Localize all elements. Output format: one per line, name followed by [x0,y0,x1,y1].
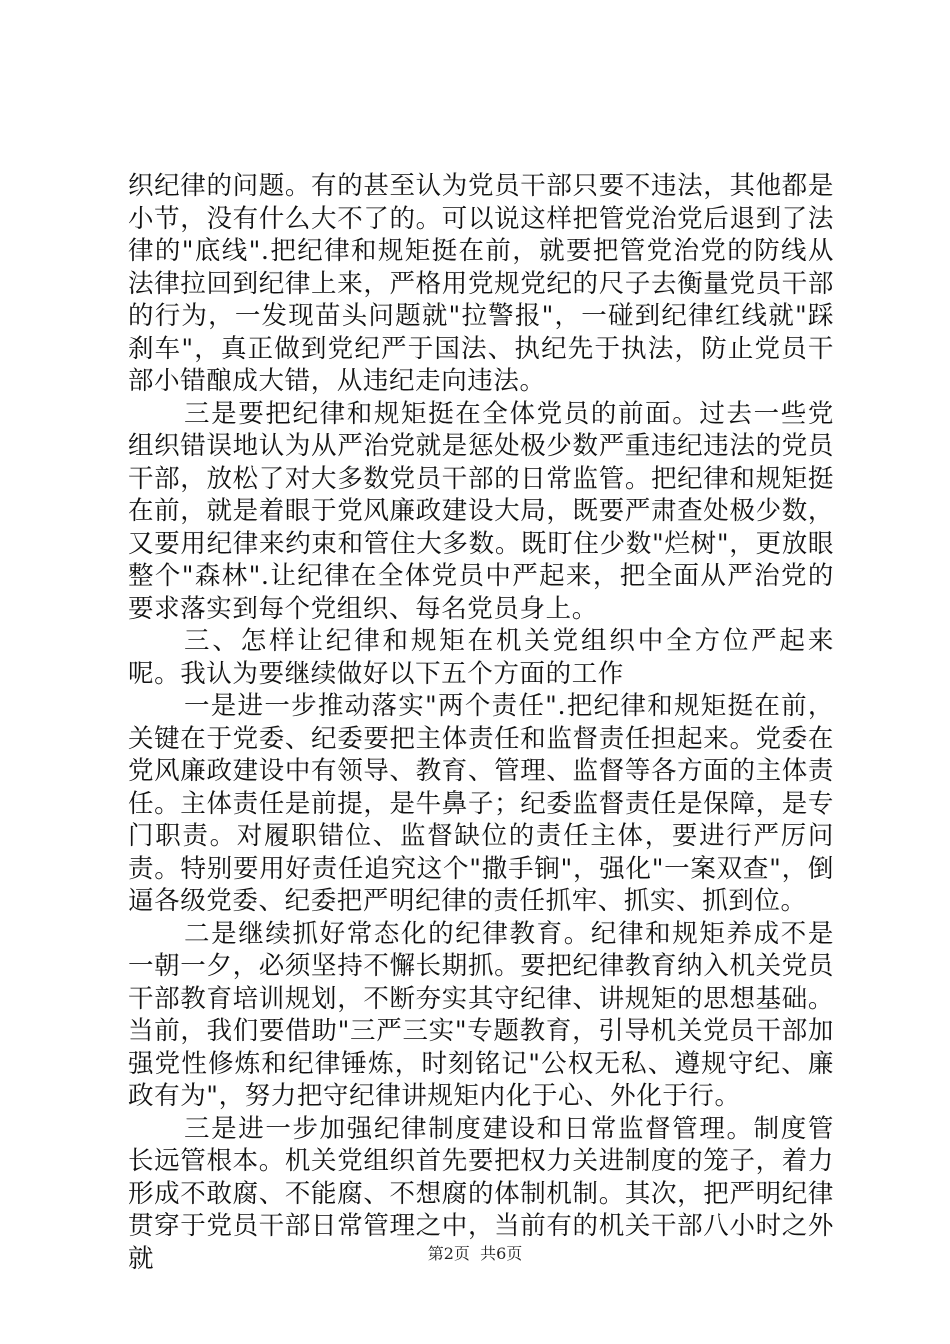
paragraph-point-one-two-responsibilities: 一是进一步推动落实"两个责任".把纪律和规矩挺在前，关键在于党委、纪委要把主体责任和监督责任担起来。党委在党风廉政建设中有领导、教育、管理、监督等各方面的主体责任。主体责任是前提，是牛鼻子；纪委监督责任是保障，是专门职责。对履职错位、监督缺位的责任主体，要进行严厉问责。特别要用好责任追究这个"撒手锏"，强化"一案双查"，倒逼各级党委、纪委把严明纪律的责任抓牢、抓实、抓到位。 [128,691,834,916]
page-footer [0,1243,950,1265]
document-body [128,170,834,1275]
page-number-label: 第2页 共6页 [427,1244,523,1263]
paragraph-continuation: 织纪律的问题。有的甚至认为党员干部只要不违法，其他都是小节，没有什么大不了的。可以说这样把管党治党后退到了法律的"底线".把纪律和规矩挺在前，就要把管党治党的防线从法律拉回到纪律上来，严格用党规党纪的尺子去衡量党员干部的行为，一发现苗头问题就"拉警报"，一碰到纪律红线就"踩刹车"，真正做到党纪严于国法、执纪先于执法，防止党员干部小错酿成大错，从违纪走向违法。 [128,171,834,396]
paragraph-point-three-all-members: 三是要把纪律和规矩挺在全体党员的前面。过去一些党组织错误地认为从严治党就是惩处极少数严重违纪违法的党员干部，放松了对大多数党员干部的日常监管。把纪律和规矩挺在前，就是着眼于党风廉政建设大局，既要严肃查处极少数，又要用纪律来约束和管住大多数。既盯住少数"烂树"，更放眼整个"森林".让纪律在全体党员中严起来，把全面从严治党的要求落实到每个党组织、每名党员身上。 [128,398,834,624]
paragraph-point-two-discipline-education: 二是继续抓好常态化的纪律教育。纪律和规矩养成不是一朝一夕，必须坚持不懈长期抓。要把纪律教育纳入机关党员干部教育培训规划，不断夯实其守纪律、讲规矩的思想基础。当前，我们要借助"三严三实"专题教育，引导机关党员干部加强党性修炼和纪律锤炼，时刻铭记"公权无私、遵规守纪、廉政有为"，努力把守纪律讲规矩内化于心、外化于行。 [128,918,834,1111]
paragraph-point-three-system-building: 三是进一步加强纪律制度建设和日常监督管理。制度管长远管根本。机关党组织首先要把权力关进制度的笼子，着力形成不敢腐、不能腐、不想腐的体制机制。其次，把严明纪律贯穿于党员干部日常管理之中，当前有的机关干部八小时之外就 [128,1113,834,1274]
paragraph-section-three-heading: 三、怎样让纪律和规矩在机关党组织中全方位严起来呢。我认为要继续做好以下五个方面的工作 [128,626,834,689]
